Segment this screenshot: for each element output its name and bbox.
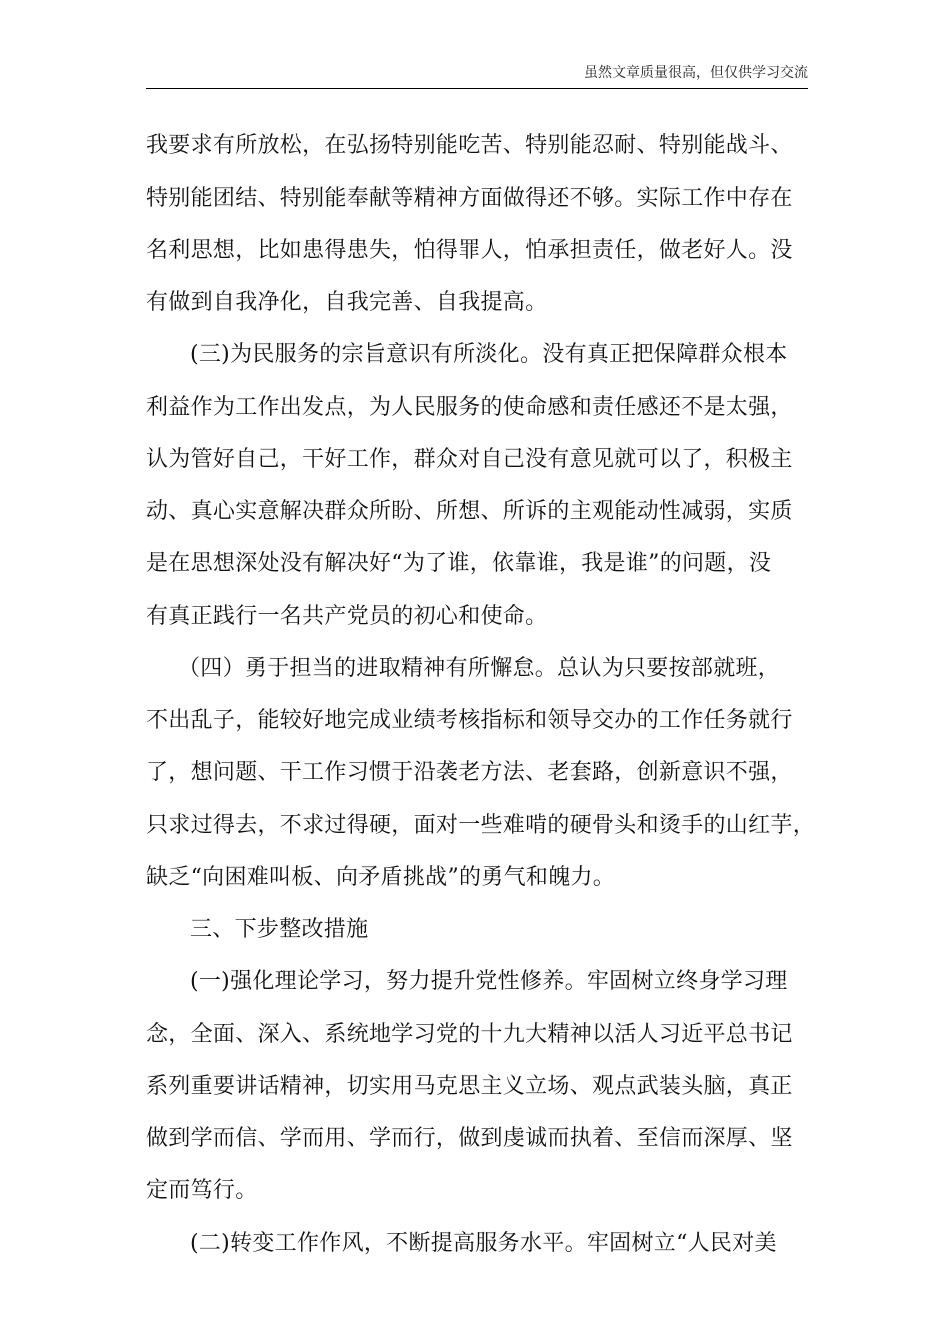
body-line: 我要求有所放松，在弘扬特别能吃苦、特别能忍耐、特别能战斗、 — [146, 133, 793, 158]
paragraph-heading-3: (三)为民服务的宗旨意识有所淡化。没有真正把保障群众根本 — [190, 342, 788, 367]
section-heading: 三、下步整改措施 — [190, 917, 369, 942]
body-line: 定而笃行。 — [146, 1178, 258, 1203]
page-header — [146, 62, 808, 89]
body-line: 不出乱子，能较好地完成业绩考核指标和领导交办的工作任务就行 — [146, 708, 793, 733]
body-line: 特别能团结、特别能奉献等精神方面做得还不够。实际工作中存在 — [146, 186, 793, 211]
body-line: 念，全面、深入、系统地学习党的十九大精神以活人习近平总书记 — [146, 1022, 793, 1047]
paragraph-heading-2: (二)转变工作作风，不断提高服务水平。牢固树立“人民对美 — [190, 1231, 777, 1256]
body-line: 有做到自我净化，自我完善、自我提高。 — [146, 290, 548, 315]
body-line: 名利思想，比如患得患失，怕得罪人，怕承担责任，做老好人。没 — [146, 238, 793, 263]
header-text: 虽然文章质量很高，但仅供学习交流 — [584, 65, 808, 81]
paragraph-heading-4: （四）勇于担当的进取精神有所懈怠。总认为只要按部就班， — [178, 656, 781, 681]
body-line: 只求过得去，不求过得硬，面对一些难啃的硬骨头和烫手的山红芋， — [146, 813, 816, 838]
body-line: 缺乏“向困难叫板、向矛盾挑战”的勇气和魄力。 — [146, 865, 616, 890]
body-line: 动、真心实意解决群众所盼、所想、所诉的主观能动性减弱，实质 — [146, 499, 793, 524]
body-line: 有真正践行一名共产党员的初心和使命。 — [146, 604, 548, 629]
body-line: 是在思想深处没有解决好“为了谁，依靠谁，我是谁”的问题，没 — [146, 551, 772, 576]
body-line: 做到学而信、学而用、学而行，做到虔诚而执着、至信而深厚、坚 — [146, 1126, 793, 1151]
body-line: 认为管好自己，干好工作，群众对自己没有意见就可以了，积极主 — [146, 447, 793, 472]
body-line: 利益作为工作出发点，为人民服务的使命感和责任感还不是太强， — [146, 395, 793, 420]
paragraph-heading-1: (一)强化理论学习，努力提升党性修养。牢固树立终身学习理 — [190, 969, 788, 994]
body-line: 系列重要讲话精神，切实用马克思主义立场、观点武装头脑，真正 — [146, 1074, 793, 1099]
body-line: 了，想问题、干工作习惯于沿袭老方法、老套路，创新意识不强， — [146, 760, 793, 785]
